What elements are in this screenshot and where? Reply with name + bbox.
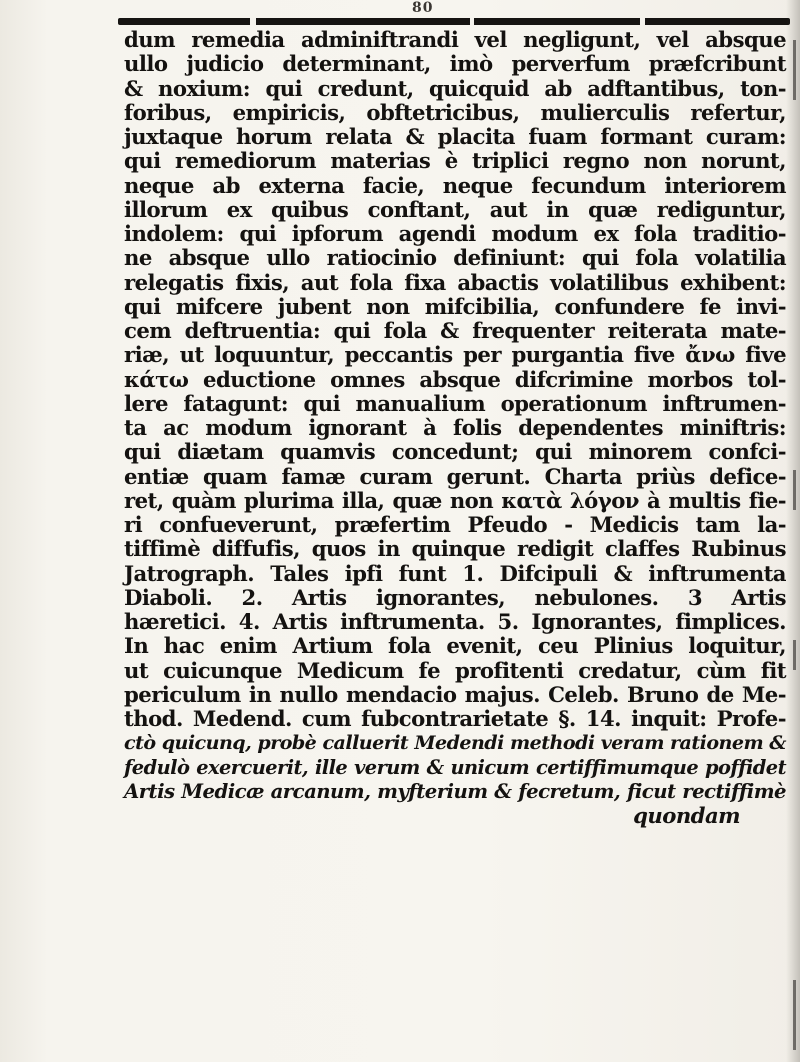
body-text <box>124 28 786 828</box>
text-line: entiæ quam famæ curam gerunt. Charta priùs defice- <box>124 463 786 489</box>
text-line: In hac enim Artium fola evenit, ceu Plinius loquitur, <box>124 633 786 659</box>
text-line: ullo judicio determinant, imò perverfum præfcribunt <box>124 51 786 77</box>
text-line: κάτω eductione omnes absque difcrimine morbos tol- <box>124 366 786 392</box>
page-edge-mark <box>793 980 796 1050</box>
page-edge-mark <box>793 40 796 100</box>
text-line: qui remediorum materias è triplici regno non norunt, <box>124 148 786 174</box>
text-line: cem deftruentia: qui fola & frequenter reiterata mate- <box>124 318 786 343</box>
text-line: lere fatagunt: qui manualium operationum inftrumen- <box>124 390 786 416</box>
page-edge-mark <box>793 470 796 510</box>
text-line: qui mifcere jubent non mifcibilia, confundere fe invi- <box>124 293 786 319</box>
text-line: Diaboli. 2. Artis ignorantes, nebulones. 3 Artis <box>124 584 786 610</box>
text-line: indolem: qui ipforum agendi modum ex fola traditio- <box>124 221 786 246</box>
text-line: juxtaque horum relata & placita fuam formant curam: <box>124 124 786 149</box>
text-line: neque ab externa facie, neque fecundum interiorem <box>124 172 786 198</box>
text-line: illorum ex quibus conftant, aut in quæ rediguntur, <box>124 196 786 222</box>
text-line: hæretici. 4. Artis inftrumenta. 5. Ignorantes, fimplices. <box>124 609 786 634</box>
italic-text-line: Artis Medicæ arcanum, myfterium & fecretum, ficut rectiffimè <box>124 779 786 803</box>
header-rule <box>118 18 790 25</box>
catchword: quondam <box>633 803 740 828</box>
text-line: foribus, empiricis, obftetricibus, mulierculis refertur, <box>124 99 786 125</box>
header-rule-gap <box>640 18 645 25</box>
text-line: periculum in nullo mendacio majus. Celeb. Bruno de Me- <box>124 681 786 707</box>
text-line: thod. Medend. cum fubcontrarietate §. 14. inquit: Profe- <box>124 706 786 731</box>
text-line: ta ac modum ignorant à folis dependentes miniftris: <box>124 415 786 440</box>
text-line: ut cuicunque Medicum fe profitenti credatur, cùm fit <box>124 657 786 683</box>
text-line: ri confueverunt, præfertim Pfeudo - Medicis tam la- <box>124 512 786 537</box>
italic-text-line: ctò quicunq, probè calluerit Medendi methodi veram rationem & <box>124 731 786 755</box>
page-number: 80 <box>412 0 434 16</box>
text-line: riæ, ut loquuntur, peccantis per purgantia five ἄνω five <box>124 342 786 368</box>
text-line: Jatrograph. Tales ipfi funt 1. Difcipuli & inftrumenta <box>124 560 786 586</box>
text-line: relegatis fixis, aut fola fixa abactis volatilibus exhibent: <box>124 269 786 295</box>
header-rule-gap <box>470 18 474 25</box>
text-line: qui diætam quamvis concedunt; qui minorem confci- <box>124 439 786 465</box>
text-line: ne absque ullo ratiocinio definiunt: qui fola volatilia <box>124 245 786 271</box>
text-line: tiffimè diffufis, quos in quinque redigit claffes Rubinus <box>124 536 786 562</box>
text-line: dum remedia adminiftrandi vel negligunt, vel absque <box>124 27 786 52</box>
header-rule-gap <box>250 18 256 25</box>
italic-text-line: fedulò exercuerit, ille verum & unicum certiffimumque poffidet <box>124 755 786 779</box>
page-edge-shadow <box>786 0 800 1062</box>
page-edge-mark <box>793 640 796 670</box>
text-line: ret, quàm plurima illa, quæ non κατὰ λόγον à multis fie- <box>124 487 786 513</box>
text-line: & noxium: qui credunt, quicquid ab adftantibus, ton- <box>124 75 786 101</box>
